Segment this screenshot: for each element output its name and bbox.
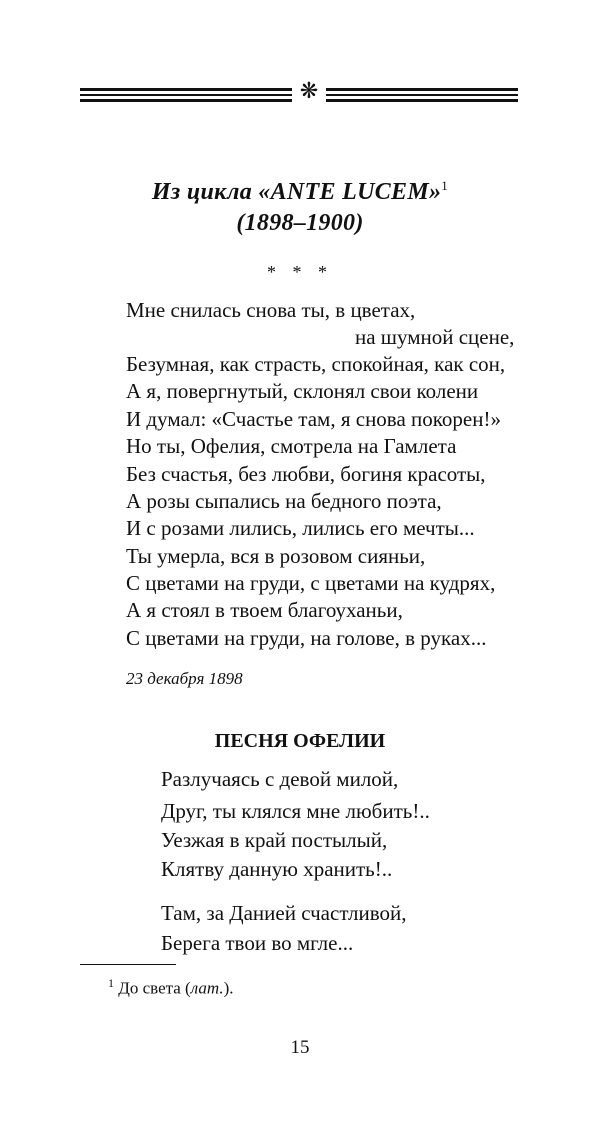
poem-line: И с розами лились, лились его мечты... bbox=[126, 516, 475, 540]
poem-line: С цветами на груди, на голове, в руках... bbox=[126, 626, 487, 650]
stanza-divider: * * * bbox=[267, 262, 333, 282]
poem-line: на шумной сцене, bbox=[355, 325, 515, 349]
page-number: 15 bbox=[290, 1037, 310, 1058]
poem-line: А я стоял в твоем благоуханьи, bbox=[126, 598, 403, 622]
footnote bbox=[108, 976, 234, 999]
footnote-text: До света ( bbox=[118, 978, 191, 998]
footnote-separator bbox=[80, 964, 176, 965]
poem-line: А розы сыпались на бедного поэта, bbox=[126, 489, 442, 513]
poem-line: Безумная, как страсть, спокойная, как сон, bbox=[126, 352, 506, 376]
poem-date: 23 декабря 1898 bbox=[126, 669, 243, 688]
header-ornament-icon: ❋ bbox=[292, 78, 326, 106]
footnote-ref: 1 bbox=[441, 178, 449, 193]
poem-line: Уезжая в край постылый, bbox=[161, 828, 388, 852]
poem-line: С цветами на груди, с цветами на кудрях, bbox=[126, 571, 496, 595]
poem-line: Но ты, Офелия, смотрела на Гамлета bbox=[126, 434, 457, 458]
poem-line: А я, повергнутый, склонял свои колени bbox=[126, 379, 479, 403]
section-title-text: Из цикла «ANTE LUCEM» bbox=[151, 179, 442, 205]
poem-line: Берега твои во мгле... bbox=[161, 931, 354, 955]
poem-line: Разлучаясь с девой милой, bbox=[161, 767, 399, 791]
poem-line: Без счастья, без любви, богиня красоты, bbox=[126, 462, 486, 486]
poem-line: Мне снилась снова ты, в цветах, bbox=[126, 298, 416, 322]
footnote-mark: 1 bbox=[108, 976, 114, 990]
poem-line: И думал: «Счастье там, я снова покорен!» bbox=[126, 407, 501, 431]
poem-line: Там, за Данией счастливой, bbox=[161, 901, 407, 925]
section-title bbox=[0, 178, 600, 206]
poem-line: Друг, ты клялся мне любить!.. bbox=[161, 799, 430, 823]
footnote-text-end: ). bbox=[223, 978, 234, 998]
poem-title: ПЕСНЯ ОФЕЛИИ bbox=[214, 730, 386, 752]
section-years: (1898–1900) bbox=[236, 210, 364, 236]
footnote-abbr: лат. bbox=[190, 978, 224, 998]
poem-line: Клятву данную хранить!.. bbox=[161, 857, 393, 881]
poem-line: Ты умерла, вся в розовом сияньи, bbox=[126, 544, 426, 568]
